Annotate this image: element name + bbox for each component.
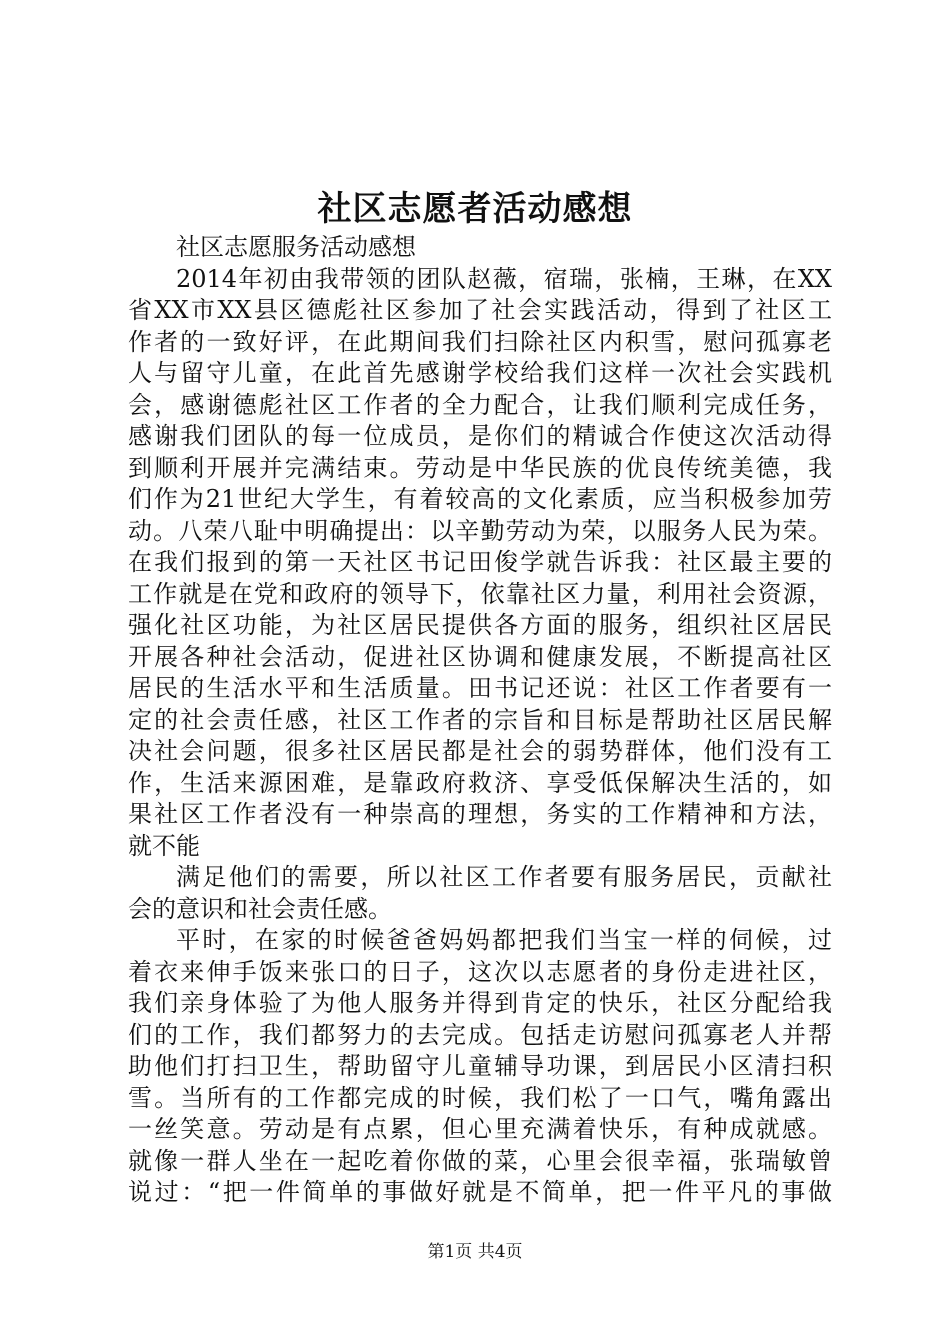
text-line: 雪。当所有的工作都完成的时候，我们松了一口气，嘴角露出: [128, 1083, 832, 1112]
text-line: 们作为21世纪大学生，有着较高的文化素质，应当积极参加劳: [128, 485, 832, 513]
text-line: 就不能: [128, 831, 200, 860]
text-line: 省XX市XX县区德彪社区参加了社会实践活动，得到了社区工: [128, 296, 832, 324]
text-line: 定的社会责任感，社区工作者的宗旨和目标是帮助社区居民解: [128, 705, 832, 734]
text-line: 工作就是在党和政府的领导下，依靠社区力量，利用社会资源，: [128, 579, 832, 608]
text-line: 会的意识和社会责任感。: [128, 894, 392, 923]
text-line: 们的工作，我们都努力的去完成。包括走访慰问孤寡老人并帮: [128, 1020, 832, 1049]
text-line: 强化社区功能，为社区居民提供各方面的服务，组织社区居民: [128, 611, 832, 639]
text-line: 在我们报到的第一天社区书记田俊学就告诉我：社区最主要的: [128, 548, 832, 576]
text-line: 动。八荣八耻中明确提出：以辛勤劳动为荣，以服务人民为荣。: [128, 516, 832, 545]
text-line: 助他们打扫卫生，帮助留守儿童辅导功课，到居民小区清扫积: [128, 1052, 832, 1080]
text-line: 我们亲身体验了为他人服务并得到肯定的快乐，社区分配给我: [128, 989, 832, 1017]
text-line: 一丝笑意。劳动是有点累，但心里充满着快乐，有种成就感。: [128, 1115, 832, 1143]
text-line: 就像一群人坐在一起吃着你做的菜，心里会很幸福，张瑞敏曾: [128, 1146, 832, 1175]
text-line: 决社会问题，很多社区居民都是社会的弱势群体，他们没有工: [128, 737, 832, 765]
text-line: 居民的生活水平和生活质量。田书记还说：社区工作者要有一: [128, 674, 832, 702]
text-line: 说过：“把一件简单的事做好就是不简单，把一件平凡的事做: [128, 1178, 832, 1206]
document-title: 社区志愿者活动感想: [317, 189, 633, 229]
text-line: 着衣来伸手饭来张口的日子，这次以志愿者的身份走进社区，: [128, 957, 832, 986]
text-line: 会，感谢德彪社区工作者的全力配合，让我们顺利完成任务，: [128, 390, 832, 419]
text-line: 作，生活来源困难，是靠政府救济、享受低保解决生活的，如: [128, 768, 832, 797]
text-line: 社区志愿服务活动感想: [176, 233, 416, 261]
text-line: 作者的一致好评，在此期间我们扫除社区内积雪，慰问孤寡老: [128, 327, 832, 356]
text-line: 满足他们的需要，所以社区工作者要有服务居民，贡献社: [176, 863, 832, 891]
text-line: 平时，在家的时候爸爸妈妈都把我们当宝一样的伺候，过: [176, 926, 832, 954]
text-line: 开展各种社会活动，促进社区协调和健康发展，不断提高社区: [128, 642, 832, 671]
text-line: 果社区工作者没有一种崇高的理想，务实的工作精神和方法，: [128, 800, 832, 828]
text-line: 人与留守儿童，在此首先感谢学校给我们这样一次社会实践机: [128, 359, 832, 387]
text-line: 到顺利开展并完满结束。劳动是中华民族的优良传统美德，我: [128, 453, 832, 482]
document-body: [128, 232, 832, 1209]
text-line: 感谢我们团队的每一位成员，是你们的精诚合作使这次活动得: [128, 422, 832, 450]
page-footer: 第1页 共4页: [427, 1242, 523, 1262]
text-line: 2014年初由我带领的团队赵薇，宿瑞，张楠，王琳，在XX: [176, 264, 832, 293]
